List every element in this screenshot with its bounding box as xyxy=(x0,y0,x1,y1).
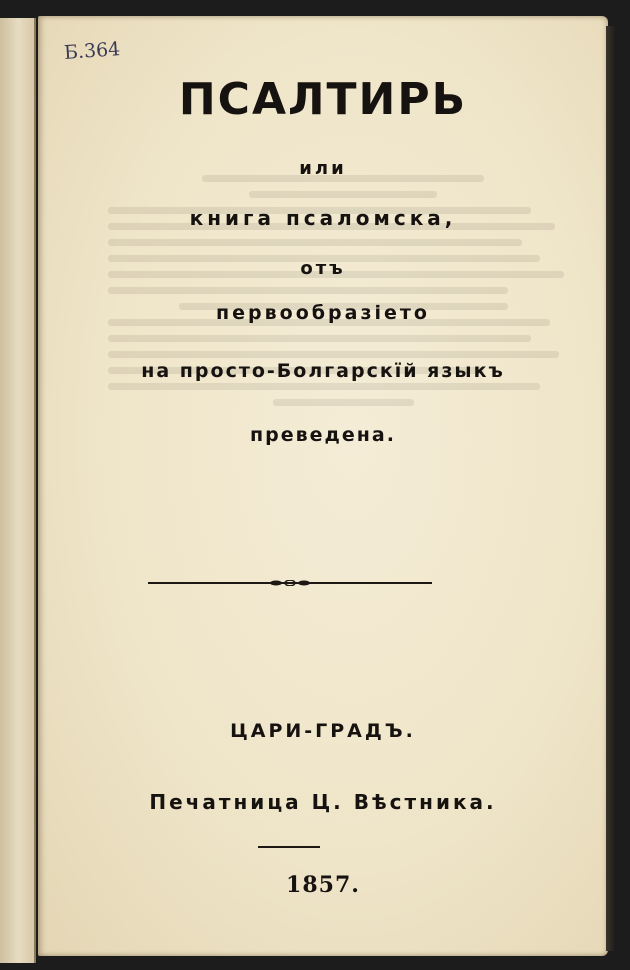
page-title: ПСАЛТИРЬ xyxy=(178,74,468,125)
short-rule xyxy=(258,846,320,848)
publication-year: 1857. xyxy=(286,872,360,898)
title-line-3: отъ xyxy=(300,258,346,279)
title-line-4: первообразіето xyxy=(216,302,430,324)
title-page xyxy=(38,16,608,956)
title-line-1: или xyxy=(299,158,347,179)
place-of-publication: ЦАРИ-ГРАДЪ. xyxy=(230,720,416,742)
shelfmark-handwritten: Б.364 xyxy=(63,38,121,64)
title-line-5: на просто-Болгарскїй языкъ xyxy=(141,360,505,382)
title-line-2: книга псаломска, xyxy=(189,206,457,230)
ornamental-rule xyxy=(148,580,432,586)
title-line-6: преведена. xyxy=(250,424,396,446)
facing-page-edge xyxy=(0,18,36,963)
bleed-through-text xyxy=(108,166,578,766)
printer-name: Печатница Ц. Вѣстника. xyxy=(149,790,497,814)
